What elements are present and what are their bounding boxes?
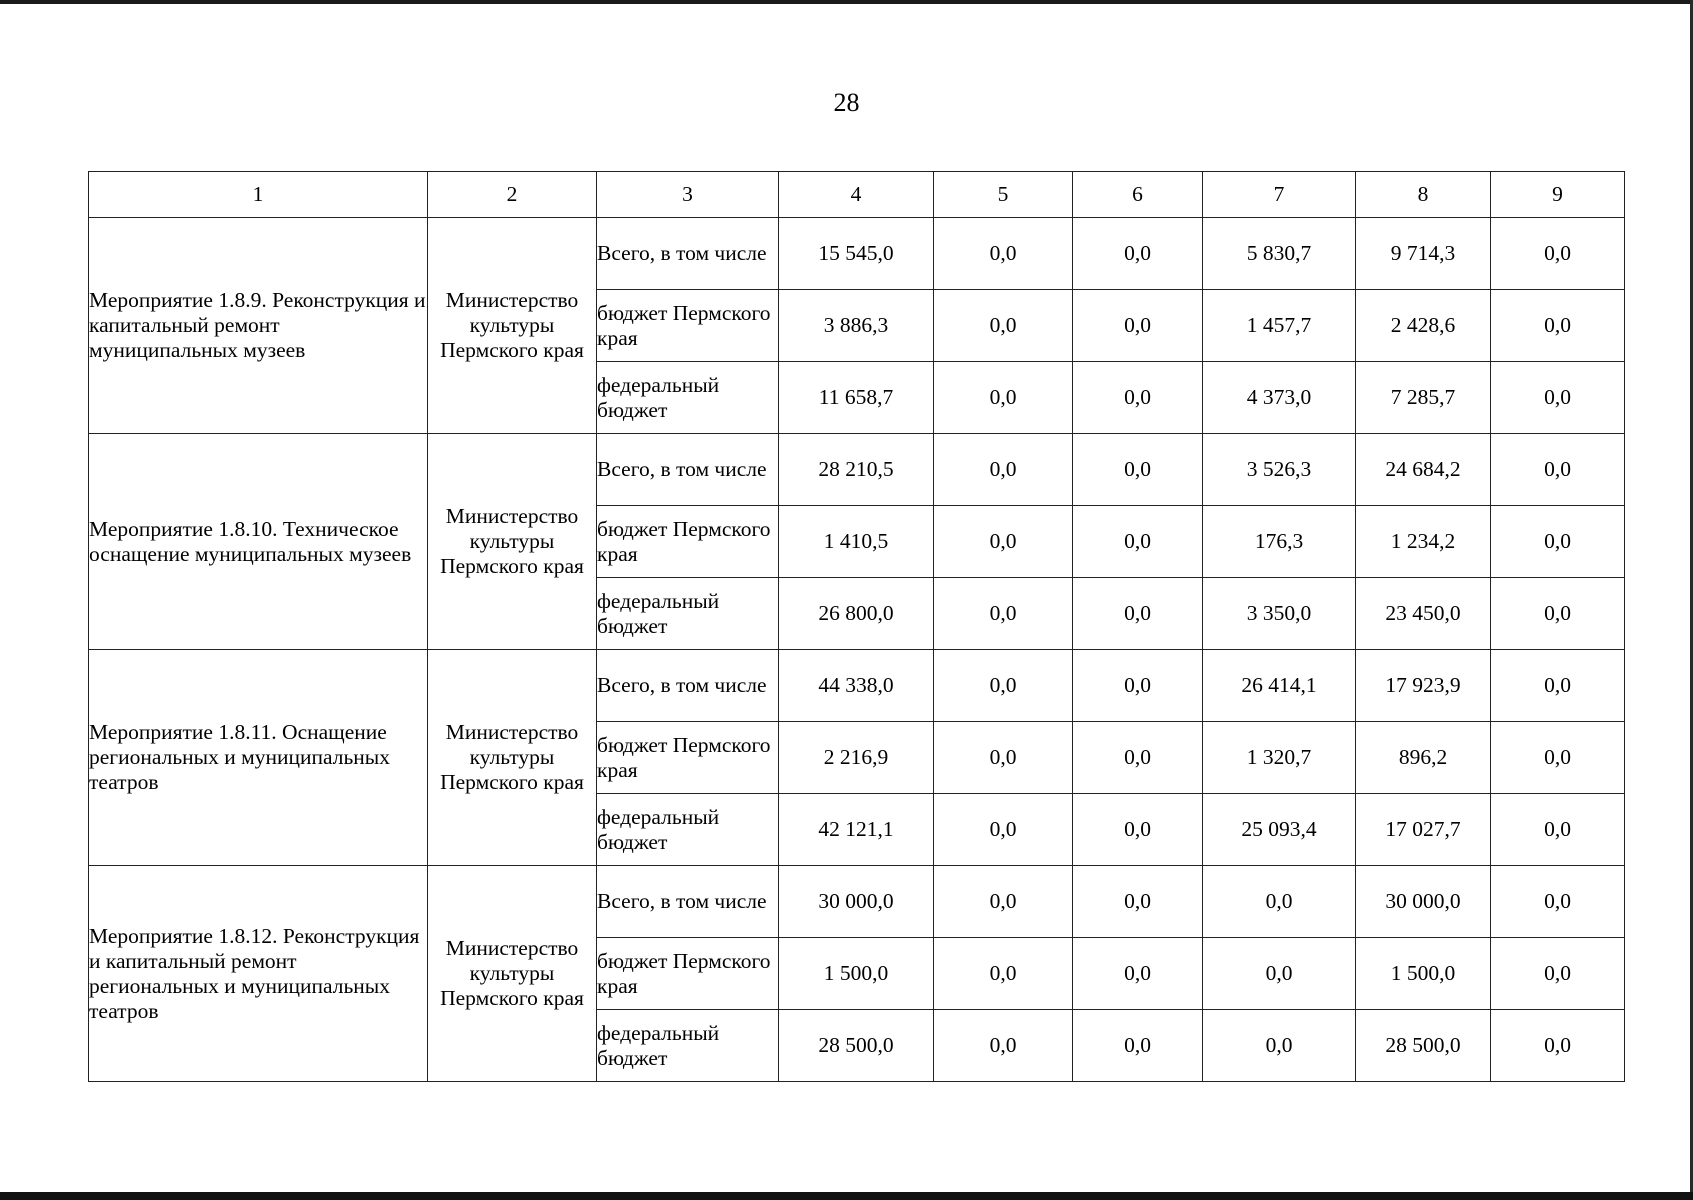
amount-cell: 0,0	[1073, 866, 1203, 938]
funding-source-cell: Всего, в том числе	[597, 866, 779, 938]
responsible-cell: Министерство культуры Пермского края	[428, 650, 597, 866]
header-cell: 9	[1491, 172, 1625, 218]
activity-cell: Мероприятие 1.8.12. Реконструкция и капитальный ремонт региональных и муниципальных театров	[89, 866, 428, 1082]
amount-cell: 24 684,2	[1356, 434, 1491, 506]
amount-cell: 0,0	[1203, 938, 1356, 1010]
amount-cell: 3 526,3	[1203, 434, 1356, 506]
amount-cell: 0,0	[1203, 1010, 1356, 1082]
activity-cell: Мероприятие 1.8.10. Техническое оснащение муниципальных музеев	[89, 434, 428, 650]
funding-source-cell: бюджет Пермского края	[597, 506, 779, 578]
amount-cell: 0,0	[1073, 434, 1203, 506]
funding-source-cell: бюджет Пермского края	[597, 722, 779, 794]
funding-source-cell: Всего, в том числе	[597, 434, 779, 506]
budget-table	[88, 171, 1625, 1082]
amount-cell: 0,0	[1073, 578, 1203, 650]
amount-cell: 0,0	[1491, 650, 1625, 722]
activity-cell: Мероприятие 1.8.9. Реконструкция и капитальный ремонт муниципальных музеев	[89, 218, 428, 434]
funding-source-cell: бюджет Пермского края	[597, 938, 779, 1010]
funding-source-cell: федеральный бюджет	[597, 794, 779, 866]
amount-cell: 0,0	[934, 362, 1073, 434]
amount-cell: 0,0	[1491, 722, 1625, 794]
amount-cell: 5 830,7	[1203, 218, 1356, 290]
amount-cell: 28 500,0	[1356, 1010, 1491, 1082]
funding-source-cell: федеральный бюджет	[597, 362, 779, 434]
amount-cell: 1 500,0	[1356, 938, 1491, 1010]
header-cell: 2	[428, 172, 597, 218]
amount-cell: 17 923,9	[1356, 650, 1491, 722]
amount-cell: 0,0	[1073, 1010, 1203, 1082]
amount-cell: 0,0	[934, 938, 1073, 1010]
amount-cell: 0,0	[934, 1010, 1073, 1082]
amount-cell: 0,0	[1203, 866, 1356, 938]
amount-cell: 0,0	[934, 578, 1073, 650]
table-row	[89, 434, 1625, 506]
amount-cell: 3 886,3	[779, 290, 934, 362]
table-row	[89, 866, 1625, 938]
amount-cell: 0,0	[934, 722, 1073, 794]
amount-cell: 896,2	[1356, 722, 1491, 794]
responsible-cell: Министерство культуры Пермского края	[428, 434, 597, 650]
scan-border-bottom	[0, 1192, 1693, 1200]
amount-cell: 0,0	[1073, 290, 1203, 362]
amount-cell: 17 027,7	[1356, 794, 1491, 866]
header-cell: 5	[934, 172, 1073, 218]
amount-cell: 0,0	[934, 434, 1073, 506]
amount-cell: 9 714,3	[1356, 218, 1491, 290]
amount-cell: 1 320,7	[1203, 722, 1356, 794]
amount-cell: 0,0	[934, 506, 1073, 578]
amount-cell: 28 500,0	[779, 1010, 934, 1082]
amount-cell: 4 373,0	[1203, 362, 1356, 434]
header-cell: 1	[89, 172, 428, 218]
amount-cell: 26 800,0	[779, 578, 934, 650]
amount-cell: 0,0	[1073, 938, 1203, 1010]
amount-cell: 1 500,0	[779, 938, 934, 1010]
amount-cell: 7 285,7	[1356, 362, 1491, 434]
responsible-cell: Министерство культуры Пермского края	[428, 218, 597, 434]
header-cell: 6	[1073, 172, 1203, 218]
amount-cell: 2 216,9	[779, 722, 934, 794]
amount-cell: 0,0	[1073, 362, 1203, 434]
amount-cell: 0,0	[1491, 218, 1625, 290]
funding-source-cell: Всего, в том числе	[597, 650, 779, 722]
funding-source-cell: Всего, в том числе	[597, 218, 779, 290]
amount-cell: 0,0	[1491, 434, 1625, 506]
amount-cell: 42 121,1	[779, 794, 934, 866]
amount-cell: 0,0	[1491, 1010, 1625, 1082]
table-row	[89, 218, 1625, 290]
header-cell: 4	[779, 172, 934, 218]
amount-cell: 0,0	[1491, 938, 1625, 1010]
funding-source-cell: бюджет Пермского края	[597, 290, 779, 362]
table-body	[89, 172, 1625, 1082]
amount-cell: 176,3	[1203, 506, 1356, 578]
amount-cell: 26 414,1	[1203, 650, 1356, 722]
header-cell: 8	[1356, 172, 1491, 218]
activity-cell: Мероприятие 1.8.11. Оснащение региональных и муниципальных театров	[89, 650, 428, 866]
amount-cell: 0,0	[934, 794, 1073, 866]
amount-cell: 0,0	[1491, 866, 1625, 938]
amount-cell: 1 457,7	[1203, 290, 1356, 362]
amount-cell: 30 000,0	[1356, 866, 1491, 938]
amount-cell: 28 210,5	[779, 434, 934, 506]
amount-cell: 0,0	[1491, 290, 1625, 362]
amount-cell: 0,0	[1491, 362, 1625, 434]
amount-cell: 1 410,5	[779, 506, 934, 578]
header-cell: 7	[1203, 172, 1356, 218]
amount-cell: 1 234,2	[1356, 506, 1491, 578]
amount-cell: 0,0	[934, 866, 1073, 938]
amount-cell: 44 338,0	[779, 650, 934, 722]
amount-cell: 25 093,4	[1203, 794, 1356, 866]
amount-cell: 0,0	[1073, 650, 1203, 722]
header-cell: 3	[597, 172, 779, 218]
page-number: 28	[833, 88, 860, 117]
amount-cell: 0,0	[934, 290, 1073, 362]
funding-source-cell: федеральный бюджет	[597, 578, 779, 650]
amount-cell: 3 350,0	[1203, 578, 1356, 650]
header-row	[89, 172, 1625, 218]
amount-cell: 0,0	[1073, 722, 1203, 794]
amount-cell: 23 450,0	[1356, 578, 1491, 650]
amount-cell: 0,0	[1073, 794, 1203, 866]
amount-cell: 11 658,7	[779, 362, 934, 434]
scan-border-top	[0, 0, 1693, 4]
amount-cell: 30 000,0	[779, 866, 934, 938]
amount-cell: 0,0	[934, 650, 1073, 722]
amount-cell: 0,0	[1491, 578, 1625, 650]
amount-cell: 0,0	[1073, 218, 1203, 290]
amount-cell: 0,0	[1491, 506, 1625, 578]
amount-cell: 0,0	[1073, 506, 1203, 578]
amount-cell: 15 545,0	[779, 218, 934, 290]
table-row	[89, 650, 1625, 722]
amount-cell: 2 428,6	[1356, 290, 1491, 362]
amount-cell: 0,0	[1491, 794, 1625, 866]
funding-source-cell: федеральный бюджет	[597, 1010, 779, 1082]
responsible-cell: Министерство культуры Пермского края	[428, 866, 597, 1082]
amount-cell: 0,0	[934, 218, 1073, 290]
